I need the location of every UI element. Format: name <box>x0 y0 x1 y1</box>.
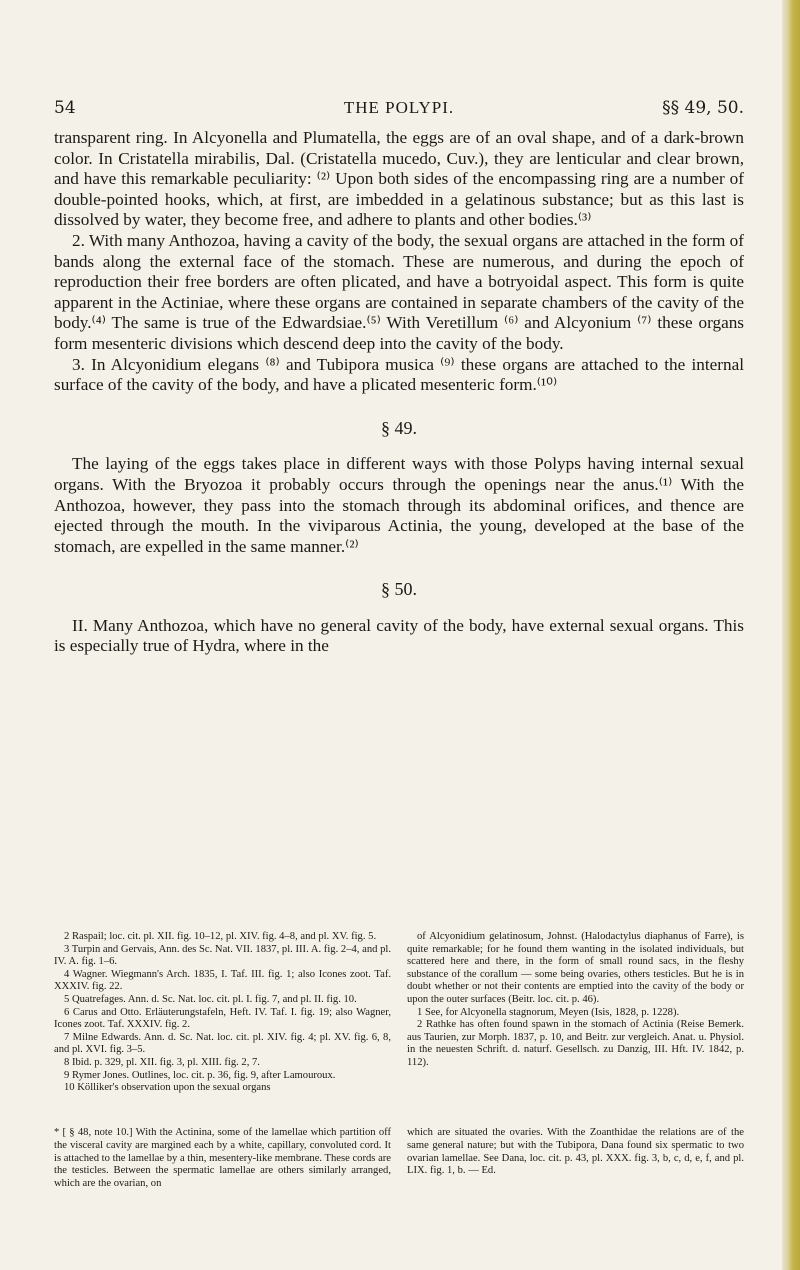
page-edge <box>782 0 800 1270</box>
editor-note-text: which are situated the ovaries. With the Zoanthidae the relations are of the same general nature; but with the Tubipora, Dana found six spermatic to two ovarian lamellae. See Dana, loc. cit. p. 43, pl. XXX. fig. 3, b, c, d, e, f, and pl. LIX. fig. 1, b. — Ed. <box>407 1127 744 1177</box>
paragraph: The laying of the eggs takes place in different ways with those Polyps having internal sexual organs. With the Bryozoa it probably occurs through the openings near the anus.⁽¹⁾ With the Anthozoa, however, they pass into the stomach through its abdominal orifices, and thence are ejected through the mouth. In the viviparous Actinia, the young, developed at the base of the stomach, are expelled in the same manner.⁽²⁾ <box>54 454 744 556</box>
footnote: 4 Wagner. Wiegmann's Arch. 1835, I. Taf. III. fig. 1; also Icones zoot. Taf. XXXIV. fig. 22. <box>54 968 391 993</box>
footnote: 7 Milne Edwards. Ann. d. Sc. Nat. loc. cit. pl. XIV. fig. 4; pl. XV. fig. 6, 8, and pl. XVI. fig. 3–5. <box>54 1031 391 1056</box>
editor-note-right-column <box>407 1127 744 1191</box>
section-heading: § 50. <box>381 579 417 600</box>
footnotes <box>54 931 744 1095</box>
footnote: 5 Quatrefages. Ann. d. Sc. Nat. loc. cit. pl. I. fig. 7, and pl. II. fig. 10. <box>64 993 357 1005</box>
footnotes-left-column <box>54 931 391 1095</box>
section-reference: §§ 49, 50. <box>662 98 744 118</box>
footnote: 9 Rymer Jones. Outlines, loc. cit. p. 36, fig. 9, after Lamouroux. <box>64 1069 336 1081</box>
editor-note-text: * [ § 48, note 10.] With the Actinina, some of the lamellae which partition off the visceral cavity are margined each by a white, capillary, convoluted cord. It is attached to the lamellae by a thin, mesentery-like membrane. These cords are the testicles. Between the spermatic lamellae are others similarly arranged, which are the ovarian, on <box>54 1127 391 1190</box>
editor-note-left-column <box>54 1127 391 1191</box>
section-heading: § 49. <box>381 417 417 438</box>
footnote: 6 Carus and Otto. Erläuterungstafeln, Heft. IV. Taf. I. fig. 19; also Wagner, Icones zoot. Taf. XXXIV. fig. 2. <box>54 1006 391 1031</box>
footnote: of Alcyonidium gelatinosum, Johnst. (Halodactylus diaphanus of Farre), is quite remarkable; for he found them wanting in the isolated individuals, but scattered here and there, in the form of small round sacs, in the fleshy substance of the corallum — some being ovaries, others testicles. But he is in doubt whether or not their contents are emptied into the cavity of the body or upon the outer surfaces (Beitr. loc. cit. p. 46). <box>407 931 744 1005</box>
running-title: THE POLYPI. <box>343 98 455 117</box>
paragraph: 2. With many Anthozoa, having a cavity of the body, the sexual organs are attached in the form of bands along the external face of the stomach. These are numerous, and during the epoch of reproduction their free borders are often plicated, and have a botryoidal aspect. This form is quite apparent in the Actiniae, where these organs are contained in separate chambers of the cavity of the body.⁽⁴⁾ The same is true of the Edwardsiae.⁽⁵⁾ With Veretillum ⁽⁶⁾ and Alcyonium ⁽⁷⁾ these organs form mesenteric divisions which descend deep into the cavity of the body. <box>54 230 744 353</box>
footnote: 2 Rathke has often found spawn in the stomach of Actinia (Reise Bemerk. aus Taurien, zur Morph. 1837, p. 10, and Beitr. zur vergleich. Anat. u. Physiol. in the neuesten Schrift. d. naturf. Gesellsch. zu Danzig, III. Hft. IV. 1842, p. 112). <box>407 1019 744 1068</box>
paragraph: transparent ring. In Alcyonella and Plumatella, the eggs are of an oval shape, and of a dark-brown color. In Cristatella mirabilis, Dal. (Cristatella mucedo, Cuv.), they are lenticular and clear brown, and have this remarkable peculiarity: ⁽²⁾ Upon both sides of the encompassing ring are a number of double-pointed hooks, which, at first, are imbedded in a gelatinous substance; but as this last is dissolved by water, they become free, and adhere to plants and other bodies.⁽³⁾ <box>54 128 744 230</box>
footnote: 10 Kölliker's observation upon the sexual organs <box>64 1082 271 1094</box>
page-number: 54 <box>54 98 76 118</box>
footnote: 8 Ibid. p. 329, pl. XII. fig. 3, pl. XIII. fig. 2, 7. <box>64 1056 260 1068</box>
footnotes-right-column <box>407 931 744 1095</box>
paragraph: II. Many Anthozoa, which have no general cavity of the body, have external sexual organs. This is especially true of Hydra, where in the <box>54 615 744 656</box>
main-text <box>54 128 744 657</box>
running-header <box>54 98 744 122</box>
paragraph: 3. In Alcyonidium elegans ⁽⁸⁾ and Tubipora musica ⁽⁹⁾ these organs are attached to the internal surface of the cavity of the body, and have a plicated mesenteric form.⁽¹⁰⁾ <box>54 354 744 395</box>
footnote: 2 Raspail; loc. cit. pl. XII. fig. 10–12, pl. XIV. fig. 4–8, and pl. XV. fig. 5. <box>64 931 377 942</box>
footnote: 1 See, for Alcyonella stagnorum, Meyen (Isis, 1828, p. 1228). <box>417 1006 680 1018</box>
editor-note <box>54 1127 744 1191</box>
footnote: 3 Turpin and Gervais, Ann. des Sc. Nat. VII. 1837, pl. III. A. fig. 2–4, and pl. IV. A. fig. 1–6. <box>54 943 391 968</box>
